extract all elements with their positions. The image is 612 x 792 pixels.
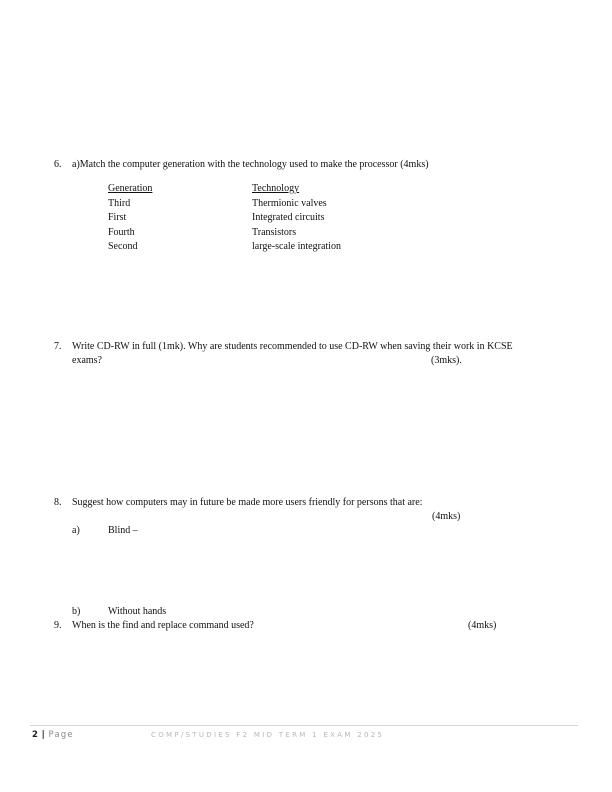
- sub-question-label: b): [72, 606, 81, 617]
- question-number: 7.: [54, 341, 62, 352]
- table-cell-generation: Third: [108, 197, 131, 209]
- column-header-generation: Generation: [108, 183, 153, 194]
- question-number: 9.: [54, 620, 62, 631]
- marks-label: (4mks): [432, 511, 461, 522]
- column-header-technology: Technology: [252, 183, 300, 194]
- footer-exam-title: COMP/STUDIES F2 MID TERM 1 EXAM 2025: [151, 731, 385, 739]
- page-number-footer: [32, 730, 74, 740]
- page-label: Page: [48, 730, 74, 740]
- marks-label: (3mks).: [431, 355, 462, 366]
- table-cell-technology: Integrated circuits: [252, 212, 325, 223]
- marks-label: (4mks): [468, 620, 497, 631]
- table-cell-generation: First: [108, 212, 127, 223]
- table-cell-technology: Thermionic valves: [252, 197, 327, 209]
- question-number: 8.: [54, 497, 62, 508]
- question-text: Write CD-RW in full (1mk). Why are students recommended to use CD-RW when saving their work in KCSE: [72, 341, 513, 352]
- footer-divider: [30, 725, 578, 726]
- table-cell-generation: Fourth: [108, 226, 135, 238]
- question-number: 6.: [54, 159, 62, 170]
- question-text: a)Match the computer generation with the technology used to make the processor (4mks): [72, 159, 429, 170]
- question-text: Suggest how computers may in future be made more users friendly for persons that are:: [72, 497, 423, 508]
- table-cell-generation: Second: [108, 241, 138, 252]
- page-number: 2: [32, 730, 38, 740]
- sub-question-label: a): [72, 525, 80, 536]
- question-text: When is the find and replace command used?: [72, 620, 254, 631]
- table-cell-technology: Transistors: [252, 226, 297, 238]
- sub-question-text: Blind –: [108, 525, 138, 536]
- sub-question-text: Without hands: [108, 606, 167, 617]
- page-separator: |: [41, 730, 45, 740]
- question-text-continued: exams?: [72, 355, 102, 366]
- table-cell-technology: large-scale integration: [252, 241, 341, 252]
